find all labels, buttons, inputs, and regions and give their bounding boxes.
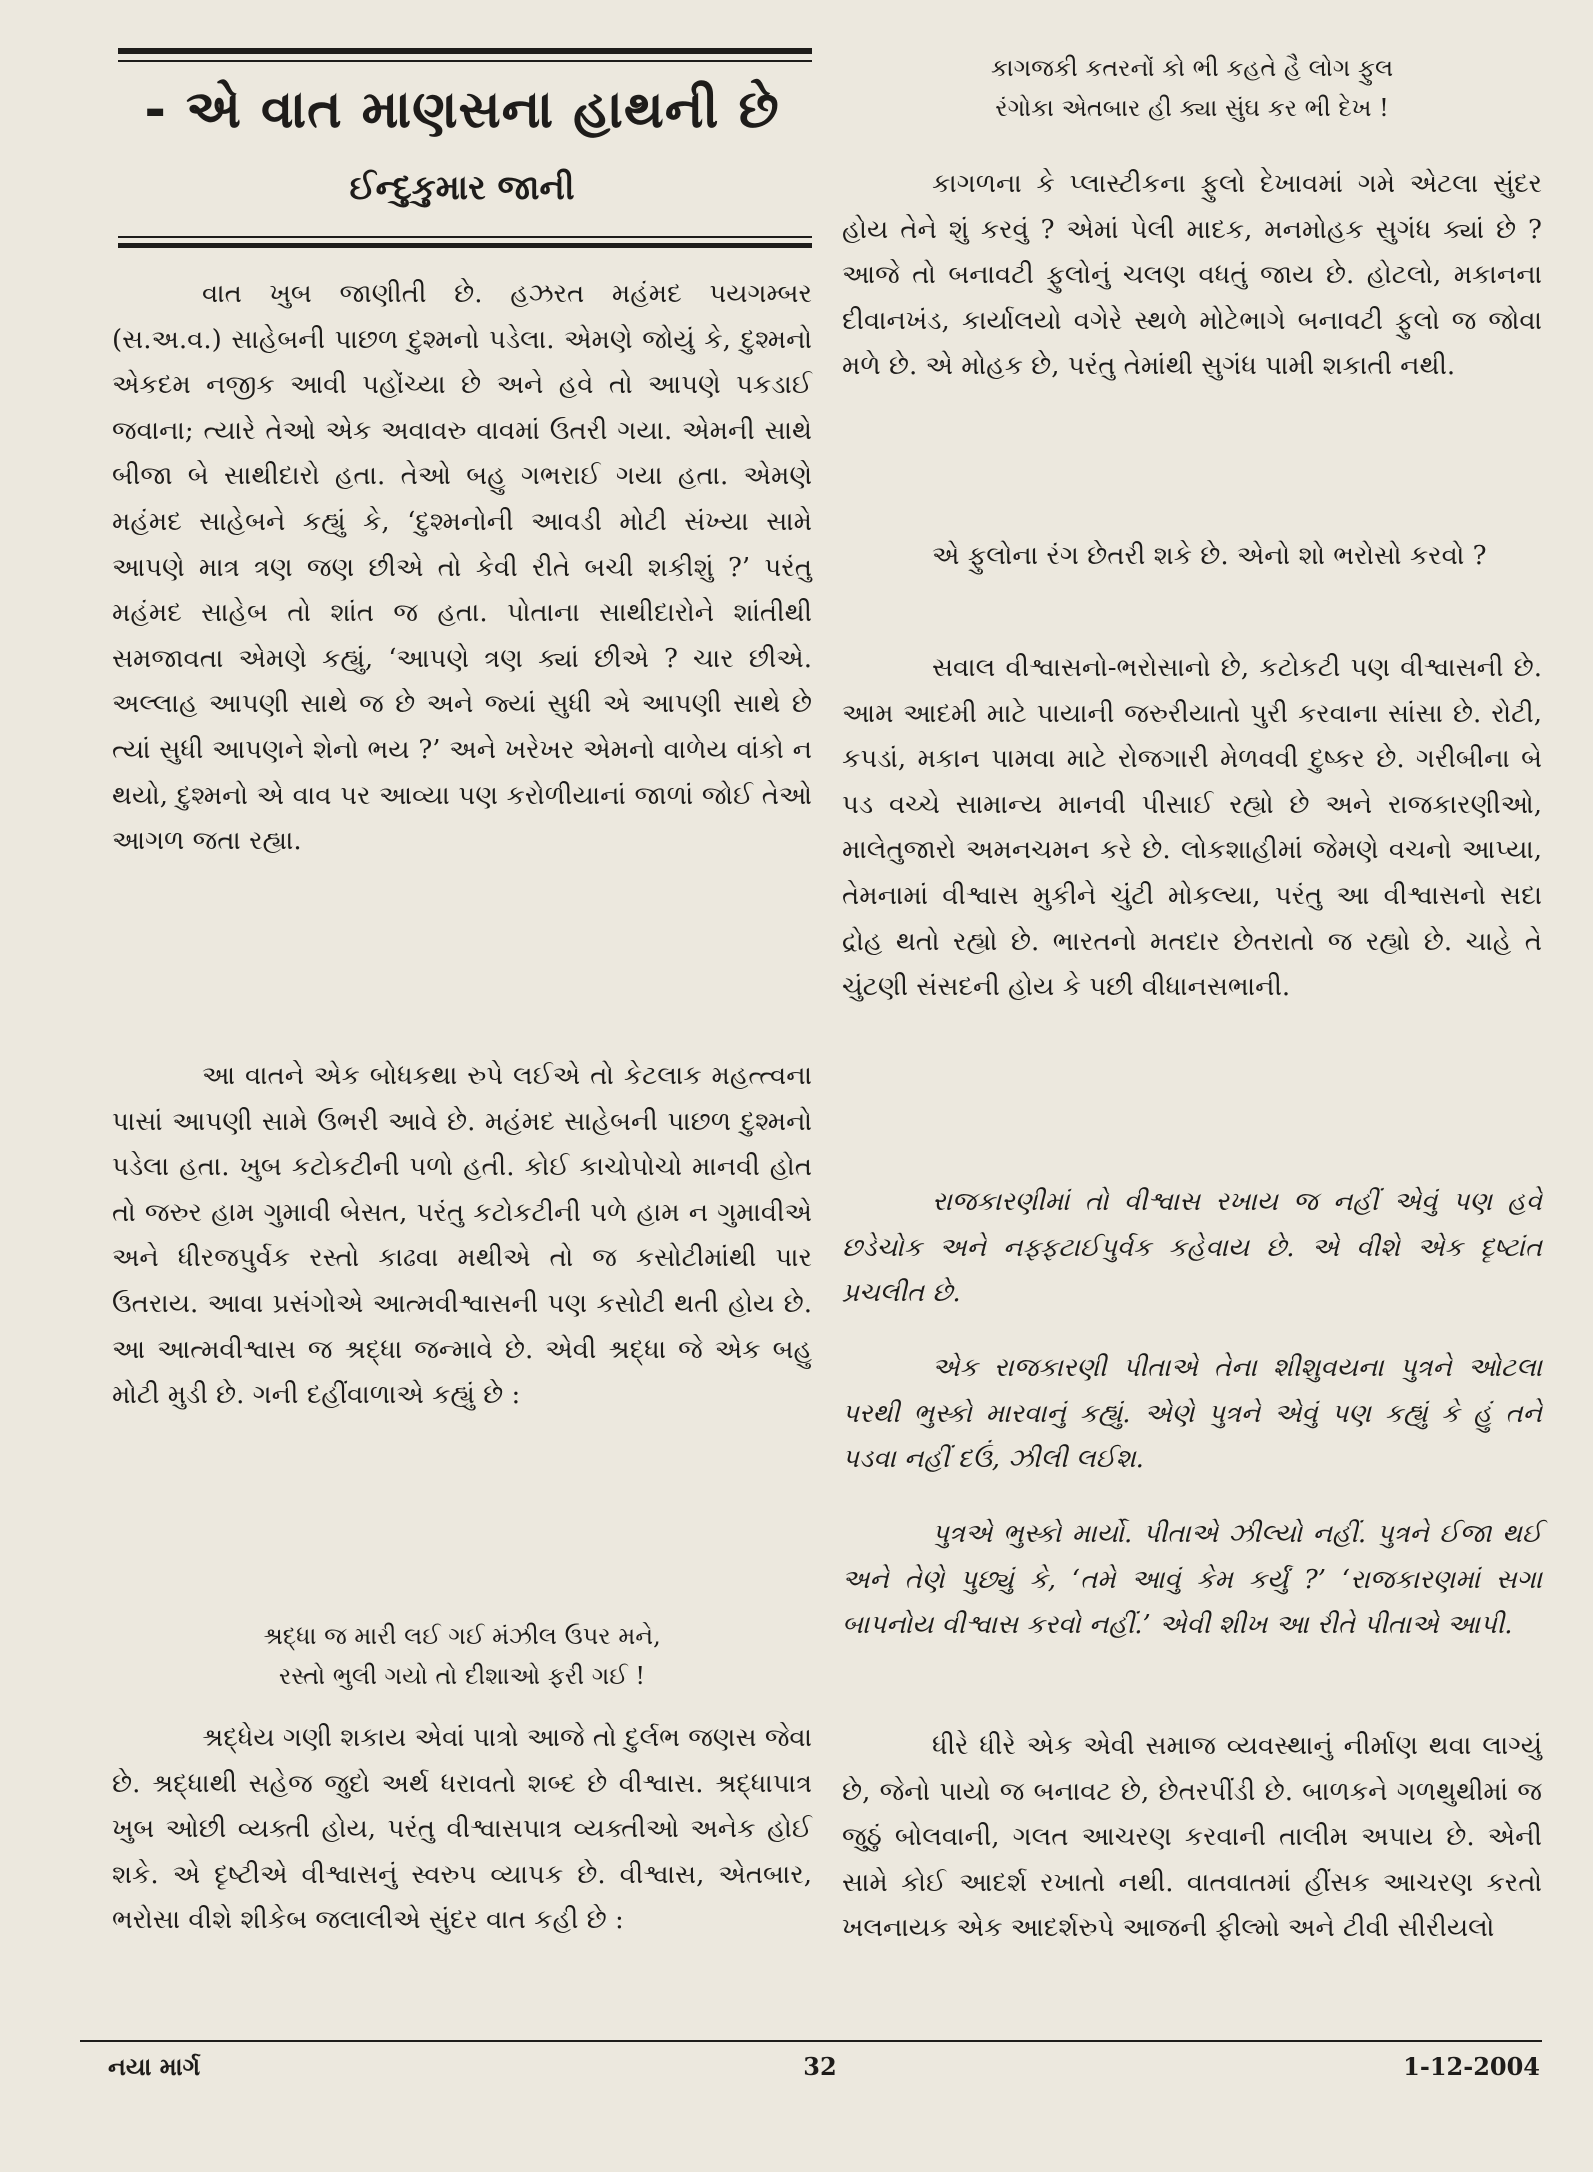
right-paragraph-1: કાગળના કે પ્લાસ્ટીકના ફુલો દેખાવમાં ગમે એટલા સુંદર હોય તેને શું કરવું ? એમાં પેલી માદક, મનમોહક સુગંધ ક્યાં છે ? આજે તો બનાવટી ફુલોનું ચલણ વધતું જાય છે. હોટલો, મકાનના દીવાનખંડ, કાર્યાલયો વગેરે સ્થળે મોટેભાગે બનાવટી ફુલો જ જોવા મળે છે. એ મોહક છે, પરંતુ તેમાંથી સુગંધ પામી શકાતી નથી. [842,169,1542,382]
right-paragraph-4: રાજકારણીમાં તો વીશ્વાસ રખાય જ નહીં એવું પણ હવે છડેચોક અને નફ્ફટાઈપુર્વક કહેવાય છે. એ વીશે એક દૃષ્ટાંત પ્રચલીત છે. [842,1187,1542,1309]
left-verse-line-1: શ્રદ્ધા જ મારી લઈ ગઈ મંઝીલ ઉપર મને, [263,1622,661,1650]
right-paragraph-6: પુત્રએ ભુસ્કો માર્યો. પીતાએ ઝીલ્યો નહીં. પુત્રને ઈજા થઈ અને તેણે પુછ્યું કે, ‘તમે આવું કેમ કર્યું ?’ ‘રાજકારણમાં સગા બાપનોય વીશ્વાસ કરવો નહીં.’ એવી શીખ આ રીતે પીતાએ આપી. [842,1519,1542,1641]
footer-page-number: 32 [803,2052,837,2081]
right-verse-line-2: રંગોકા એતબાર હી ક્યા સુંઘ કર ભી દેખ ! [995,94,1389,122]
right-paragraph-7: ધીરે ધીરે એક એવી સમાજ વ્યવસ્થાનું નીર્માણ થવા લાગ્યું છે, જેનો પાયો જ બનાવટ છે, છેતરપીંડી છે. બાળકને ગળથુથીમાં જ જુઠું બોલવાની, ગલત આચરણ કરવાની તાલીમ અપાય છે. એની સામે કોઈ આદર્શ રખાતો નથી. વાતવાતમાં હીંસક આચરણ કરતો ખલનાયક એક આદર્શરુપે આજની ફીલ્મો અને ટીવી સીરીયલો [842,1731,1542,1944]
left-paragraph-1: વાત ખુબ જાણીતી છે. હઝરત મહંમદ પયગમ્બર (સ.અ.વ.) સાહેબની પાછળ દુશ્મનો પડેલા. એમણે જોયું કે, દુશ્મનો એકદમ નજીક આવી પહોંચ્યા છે અને હવે તો આપણે પકડાઈ જવાના; ત્યારે તેઓ એક અવાવરુ વાવમાં ઉતરી ગયા. એમની સાથે બીજા બે સાથીદારો હતા. તેઓ બહુ ગભરાઈ ગયા હતા. એમણે મહંમદ સાહેબને કહ્યું કે, ‘દુશ્મનોની આવડી મોટી સંખ્યા સામે આપણે માત્ર ત્રણ જણ છીએ તો કેવી રીતે બચી શકીશું ?’ પરંતુ મહંમદ સાહેબ તો શાંત જ હતા. પોતાના સાથીદારોને શાંતીથી સમજાવતા એમણે કહ્યું, ‘આપણે ત્રણ ક્યાં છીએ ? ચાર છીએ. અલ્લાહ આપણી સાથે જ છે અને જ્યાં સુધી એ આપણી સાથે છે ત્યાં સુધી આપણને શેનો ભય ?’ અને ખરેખર એમનો વાળેય વાંકો ન થયો, દુશ્મનો એ વાવ પર આવ્યા પણ કરોળીયાનાં જાળાં જોઈ તેઓ આગળ જતા રહ્યા. [112,279,812,857]
left-verse-line-2: રસ્તો ભુલી ગયો તો દીશાઓ ફરી ગઈ ! [278,1662,646,1690]
left-paragraph-3: શ્રદ્ધેય ગણી શકાય એવાં પાત્રો આજે તો દુર્લભ જણસ જેવા છે. શ્રદ્ધાથી સહેજ જુદો અર્થ ધરાવતો શબ્દ છે વીશ્વાસ. શ્રદ્ધાપાત્ર ખુબ ઓછી વ્યક્તી હોય, પરંતુ વીશ્વાસપાત્ર વ્યક્તીઓ અનેક હોઈ શકે. એ દૃષ્ટીએ વીશ્વાસનું સ્વરુપ વ્યાપક છે. વીશ્વાસ, એતબાર, ભરોસા વીશે શીકેબ જલાલીએ સુંદર વાત કહી છે : [112,1723,812,1936]
right-paragraph-3: સવાલ વીશ્વાસનો-ભરોસાનો છે, કટોકટી પણ વીશ્વાસની છે. આમ આદમી માટે પાયાની જરુરીયાતો પુરી કરવાના સાંસા છે. રોટી, કપડાં, મકાન પામવા માટે રોજગારી મેળવવી દુષ્કર છે. ગરીબીના બે પડ વચ્ચે સામાન્ય માનવી પીસાઈ રહ્યો છે અને રાજકારણીઓ, માલેતુજારો અમનચમન કરે છે. લોકશાહીમાં જેમણે વચનો આપ્યા, તેમનામાં વીશ્વાસ મુકીને ચુંટી મોકલ્યા, પરંતુ આ વીશ્વાસનો સદા દ્રોહ થતો રહ્યો છે. ભારતનો મતદાર છેતરાતો જ રહ્યો છે. ચાહે તે ચુંટણી સંસદની હોય કે પછી વીધાનસભાની. [842,653,1542,1003]
right-verse-line-1: કાગજકી કતરનોં કો ભી કહતે હૈ લોગ ફુલ [990,54,1394,82]
right-paragraph-2: એ ફુલોના રંગ છેતરી શકે છે. એનો શો ભરોસો કરવો ? [932,541,1487,571]
footer-rule [80,2040,1542,2042]
footer-date: 1-12-2004 [1403,2052,1540,2081]
left-paragraph-2: આ વાતને એક બોધકથા રુપે લઈએ તો કેટલાક મહત્ત્વના પાસાં આપણી સામે ઉભરી આવે છે. મહંમદ સાહેબની પાછળ દુશ્મનો પડેલા હતા. ખુબ કટોકટીની પળો હતી. કોઈ કાચોપોચો માનવી હોત તો જરુર હામ ગુમાવી બેસત, પરંતુ કટોકટીની પળે હામ ન ગુમાવીએ અને ધીરજપુર્વક રસ્તો કાઢવા મથીએ તો જ કસોટીમાંથી પાર ઉતરાય. આવા પ્રસંગોએ આત્મવીશ્વાસની પણ કસોટી થતી હોય છે. આ આત્મવીશ્વાસ જ શ્રદ્ધા જન્માવે છે. એવી શ્રદ્ધા જે એક બહુ મોટી મુડી છે. ગની દહીંવાળાએ કહ્યું છે : [112,1061,812,1411]
article-title: - એ વાત માણસના હાથની છે [144,80,780,140]
title-top-rule-thick [118,48,812,54]
footer-publication: નયા માર્ગ [108,2052,201,2081]
left-verse [112,1616,812,1696]
author-bottom-rule-thin [118,236,812,238]
article-author: ઈન્દુકુમાર જાની [349,168,575,208]
right-verse [842,48,1542,128]
right-paragraph-5: એક રાજકારણી પીતાએ તેના શીશુવયના પુત્રને ઓટલા પરથી ભુસ્કો મારવાનું કહ્યું. એણે પુત્રને એવું પણ કહ્યું કે હું તને પડવા નહીં દઉં, ઝીલી લઈશ. [842,1353,1542,1475]
author-bottom-rule-thick [118,243,812,248]
title-top-rule-thin [118,60,812,62]
